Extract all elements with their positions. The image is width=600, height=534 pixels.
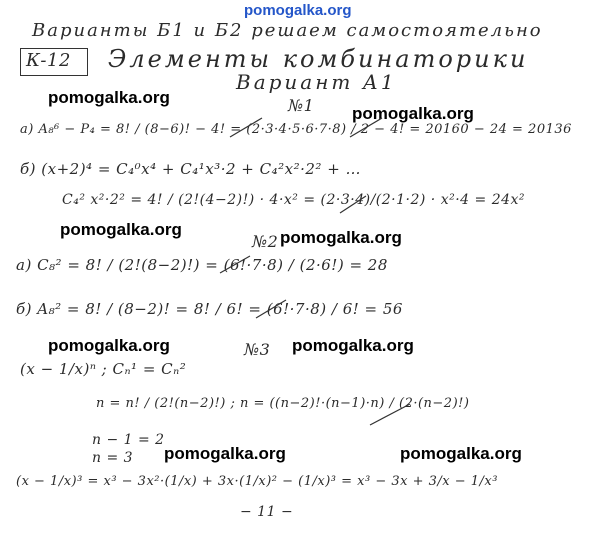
task2-b-solution: б) A₈² = 8! / (8−2)! = 8! / 6! = (6!·7·8) / 6! = 56 xyxy=(16,300,403,318)
task2-number: №2 xyxy=(252,232,279,251)
task1-b-term-calc: C₄² x²·2² = 4! / (2!(4−2)!) · 4·x² = (2·3·4)/(2·1·2) · x²·4 = 24x² xyxy=(62,192,526,208)
task3-number: №3 xyxy=(244,340,271,359)
task3-expansion: (x − 1/x)³ = x³ − 3x²·(1/x) + 3x·(1/x)² − (1/x)³ = x³ − 3x + 3/x − 1/x³ xyxy=(16,474,498,489)
card-number: К-12 xyxy=(26,50,71,71)
watermark: pomogalka.org xyxy=(48,88,170,107)
task3-line3: n − 1 = 2 xyxy=(92,432,165,448)
task1-number: №1 xyxy=(288,96,315,115)
watermark: pomogalka.org xyxy=(60,220,182,239)
task2-a-solution: а) C₈² = 8! / (2!(8−2)!) = (6!·7·8) / (2·6!) = 28 xyxy=(16,256,388,274)
variant-title: Вариант А1 xyxy=(236,70,397,94)
watermark: pomogalka.org xyxy=(292,336,414,355)
watermark: pomogalka.org xyxy=(280,228,402,247)
intro-text: Варианты Б1 и Б2 решаем самостоятельно xyxy=(32,20,543,41)
watermark: pomogalka.org xyxy=(352,104,474,123)
task3-line4: n = 3 xyxy=(92,450,134,466)
watermark: pomogalka.org xyxy=(400,444,522,463)
task1-b-expansion: б) (x+2)⁴ = C₄⁰x⁴ + C₄¹x³·2 + C₄²x²·2² + … xyxy=(20,160,362,178)
task3-line1: (x − 1/x)ⁿ ; Cₙ¹ = Cₙ² xyxy=(20,360,187,378)
task1-a-solution: а) A₈⁶ − P₄ = 8! / (8−6)! − 4! = (2·3·4·5·6·7·8) / 2 − 4! = 20160 − 24 = 20136 xyxy=(20,122,572,137)
task3-line2: n = n! / (2!(n−2)!) ; n = ((n−2)!·(n−1)·n) / (2·(n−2)!) xyxy=(96,396,470,411)
watermark: pomogalka.org xyxy=(48,336,170,355)
site-watermark-top: pomogalka.org xyxy=(244,2,352,19)
watermark: pomogalka.org xyxy=(164,444,286,463)
topic-title: Элементы комбинаторики xyxy=(108,45,529,73)
page-number: − 11 − xyxy=(240,504,294,520)
